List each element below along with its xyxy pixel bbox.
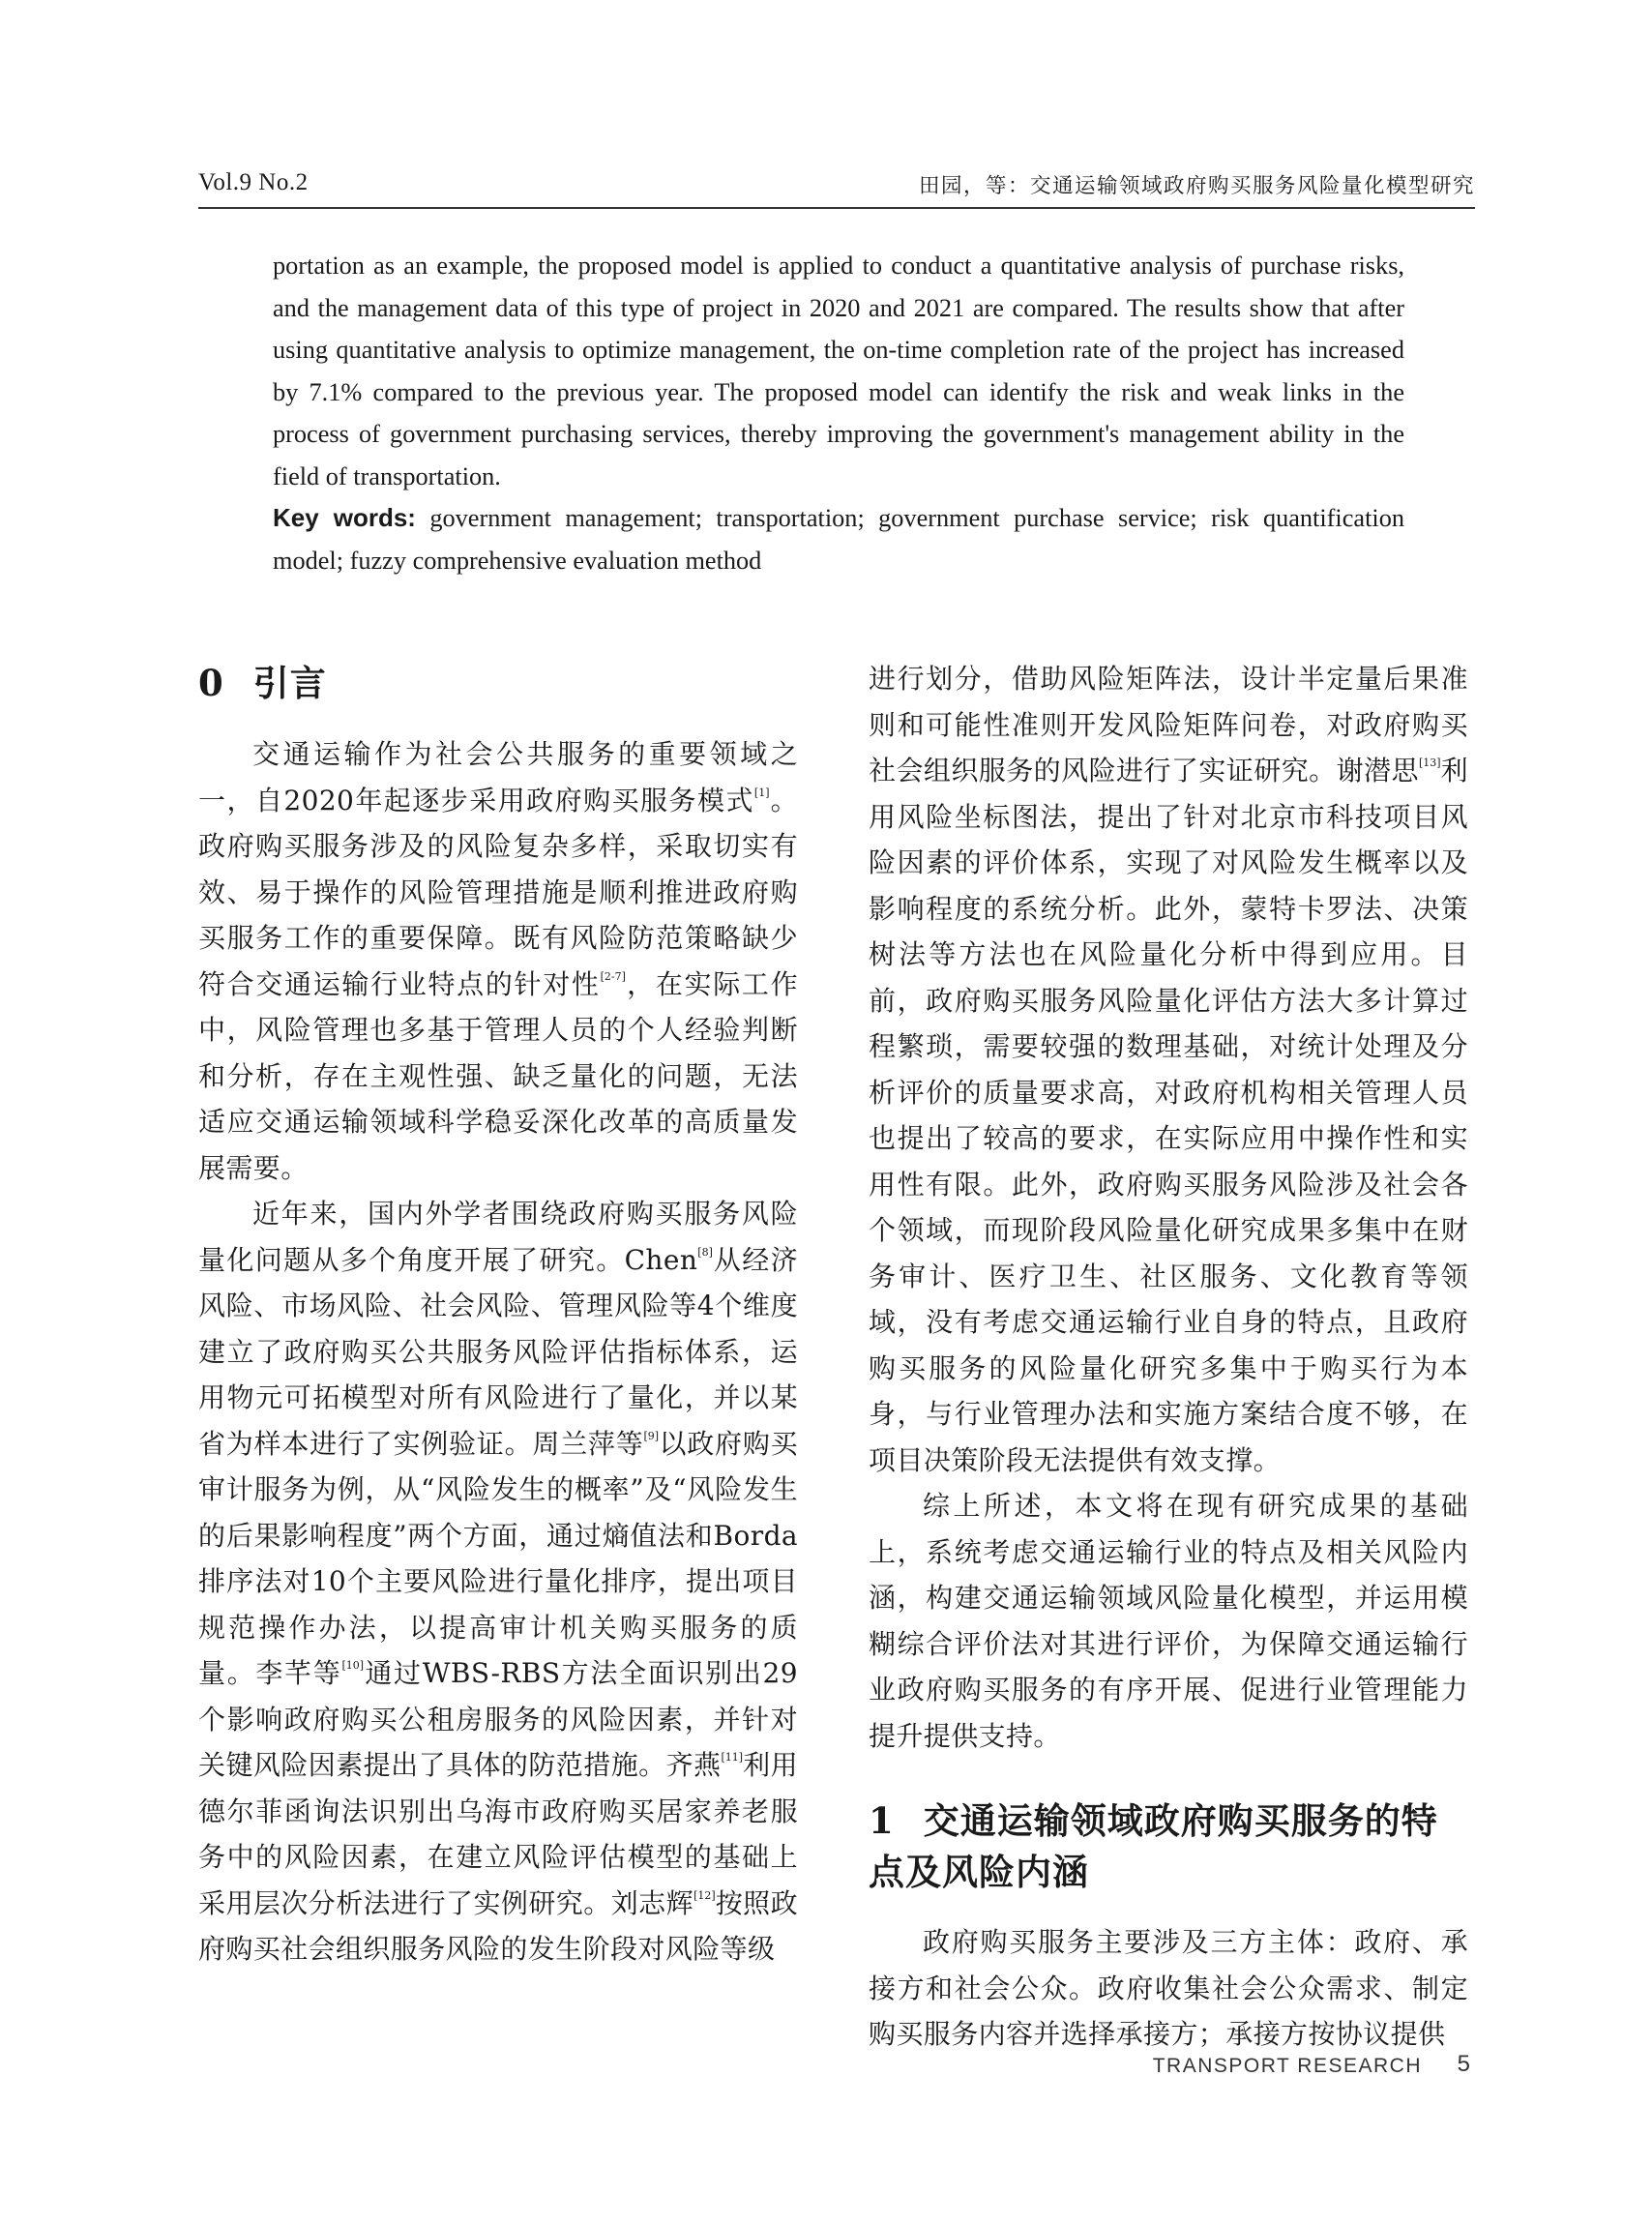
section-number: 0 (198, 662, 224, 704)
citation: [11] (721, 1751, 744, 1764)
abstract-text: portation as an example, the proposed model is applied to conduct a quantitative analysis of purchase risks, and the management data of this type of project in 2020 and 2021 are compared. The results show that after using quantitative analysis to optimize management, the on-time completion rate of the project has increased by 7.1% compared to the previous year. The proposed model can identify the risk and weak links in the process of government purchasing services, thereby improving the government's management ability in the field of transportation. (273, 252, 1404, 490)
keywords-label: Key words: (273, 503, 416, 532)
section-title: 引言 (252, 662, 327, 704)
section-title: 交通运输领域政府购买服务的特点及风险内涵 (869, 1799, 1438, 1893)
citation: [1] (753, 786, 770, 799)
left-column (198, 658, 798, 1973)
citation: [10] (341, 1659, 365, 1672)
paragraph (198, 1191, 798, 1973)
section-heading-1 (869, 1795, 1468, 1898)
paragraph (198, 731, 798, 1191)
running-header-title: 田园，等：交通运输领域政府购买服务风险量化模型研究 (918, 174, 1475, 198)
text-run: 从经济风险、市场风险、社会风险、管理风险等4个维度建立了政府购买公共服务风险评估指标体系，运用物元可拓模型对所有风险进行了量化，并以某省为样本进行了实例验证。周兰萍等 (198, 1243, 798, 1460)
footer-journal-name: TRANSPORT RESEARCH (1152, 2055, 1422, 2077)
text-run: 以政府购买审计服务为例，从“风险发生的概率”及“风险发生的后果影响程度”两个方面，通过熵值法和Borda 排序法对10个主要风险进行量化排序，提出项目规范操作办法，以提高审计机关购买服务的质量。李芊等 (198, 1427, 798, 1689)
right-column (869, 656, 1468, 2058)
citation: [12] (693, 1888, 716, 1902)
section-number: 1 (869, 1799, 895, 1842)
section-heading-introduction (198, 658, 798, 709)
paragraph (869, 656, 1468, 1483)
text-run: 进行划分，借助风险矩阵法，设计半定量后果准则和可能性准则开发风险矩阵问卷，对政府购买社会组织服务的风险进行了实证研究。谢潜思 (869, 663, 1468, 786)
keywords-text: government management; transportation; government purchase service; risk quantification model; fuzzy comprehensive evaluation method (273, 504, 1404, 575)
citation: [8] (697, 1245, 713, 1259)
text-run: 通过WBS-RBS方法全面识别出29个影响政府购买公租房服务的风险因素，并针对关键风险因素提出了具体的防范措施。齐燕 (198, 1657, 798, 1781)
page-number: 5 (1457, 2051, 1470, 2077)
running-header-volume: Vol.9 No.2 (198, 169, 309, 195)
text-run: 交通运输作为社会公共服务的重要领域之一，自2020年起逐步采用政府购买服务模式 (198, 738, 798, 816)
paragraph: 政府购买服务主要涉及三方主体：政府、承接方和社会公众。政府收集社会公众需求、制定购买服务内容并选择承接方；承接方按协议提供 (869, 1926, 1468, 2050)
header-rule (198, 207, 1475, 209)
keywords-row (273, 497, 1404, 581)
text-run: 利用风险坐标图法，提出了针对北京市科技项目风险因素的评价体系，实现了对风险发生概率以及影响程度的系统分析。此外，蒙特卡罗法、决策树法等方法也在风险量化分析中得到应用。目前，政府购买服务风险量化评估方法大多计算过程繁琐，需要较强的数理基础，对统计处理及分析评价的质量要求高，对政府机构相关管理人员也提出了较高的要求，在实际应用中操作性和实用性有限。此外，政府购买服务风险涉及社会各个领域，而现阶段风险量化研究成果多集中在财务审计、医疗卫生、社区服务、文化教育等领域，没有考虑交通运输行业自身的特点，且政府购买服务的风险量化研究多集中于购买行为本身，与行业管理办法和实施方案结合度不够，在项目决策阶段无法提供有效支撑。 (869, 755, 1468, 1476)
text-run: 利用德尔菲函询法识别出乌海市政府购买居家养老服务中的风险因素，在建立风险评估模型的基础上采用层次分析法进行了实例研究。刘志辉 (198, 1749, 798, 1919)
text-run: 。政府购买服务涉及的风险复杂多样，采取切实有效、易于操作的风险管理措施是顺利推进政府购买服务工作的重要保障。既有风险防范策略缺少符合交通运输行业特点的针对性 (198, 784, 798, 1000)
citation: [2-7] (600, 969, 626, 983)
citation: [9] (643, 1429, 660, 1442)
text-run: ，在实际工作中，风险管理也多基于管理人员的个人经验判断和分析，存在主观性强、缺乏量化的问题，无法适应交通运输领域科学稳妥深化改革的高质量发展需要。 (198, 967, 798, 1184)
text-run: 近年来，国内外学者围绕政府购买服务风险量化问题从多个角度开展了研究。Chen (198, 1198, 798, 1276)
paragraph: 综上所述，本文将在现有研究成果的基础上，系统考虑交通运输行业的特点及相关风险内涵，构建交通运输领域风险量化模型，并运用模糊综合评价法对其进行评价，为保障交通运输行业政府购买服务的有序开展、促进行业管理能力提升提供支持。 (869, 1490, 1468, 1752)
text-run: 按照政府购买社会组织服务风险的发生阶段对风险等级 (198, 1886, 798, 1965)
citation: [13] (1418, 756, 1441, 769)
abstract-block (273, 245, 1404, 581)
